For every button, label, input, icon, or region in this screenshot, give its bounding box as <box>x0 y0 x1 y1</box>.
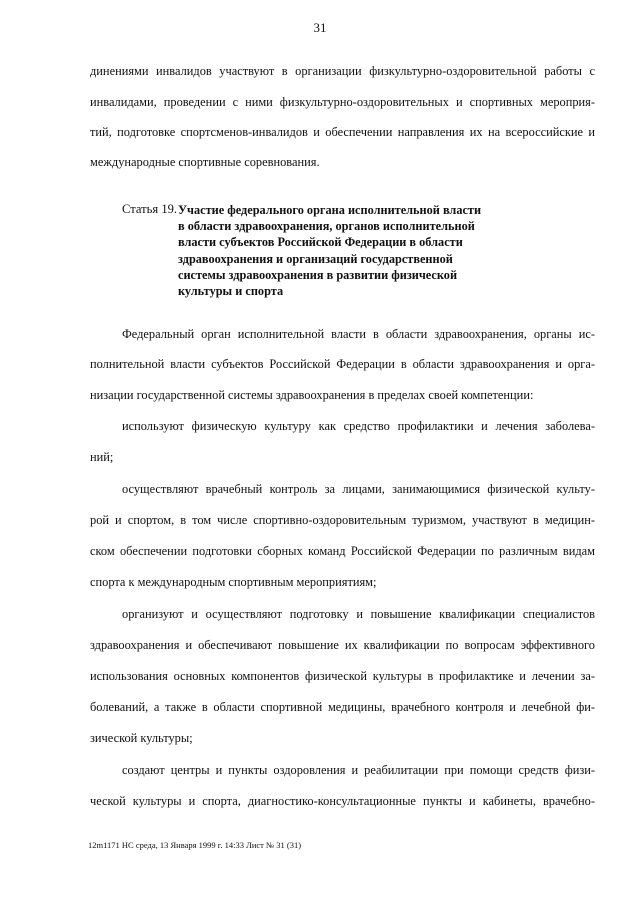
article-title-line: системы здравоохранения в развитии физической <box>178 267 458 282</box>
text-line: используют физическую культуру как средство профилактики и лечения заболева- <box>122 419 595 433</box>
text-line: здравоохранения и обеспечивают повышение их квалификации по вопросам эффективного <box>90 638 595 652</box>
article-title-line: культуры и спорта <box>178 284 284 299</box>
text-line: низации государственной системы здравоохранения в пределах своей компетенции: <box>90 388 534 402</box>
text-line: ний; <box>90 450 114 464</box>
article-title <box>178 202 592 299</box>
text-line: ском обеспечении подготовки сборных команд Российской Федерации по различным видам <box>90 544 595 558</box>
text-line: тий, подготовке спортсменов-инвалидов и обеспечении направления их на всероссийские и <box>90 125 595 139</box>
text-line: Федеральный орган исполнительной власти в области здравоохранения, органы ис- <box>122 327 595 341</box>
text-line: динениями инвалидов участвуют в организации физкультурно-оздоровительной работы с <box>90 64 595 78</box>
article-title-line: Участие федерального органа исполнительной власти <box>178 203 482 217</box>
text-line: рой и спортом, в том числе спортивно-оздоровительным туризмом, участвуют в медицин- <box>90 513 595 527</box>
text-line: создают центры и пункты оздоровления и реабилитации при помощи средств физи- <box>122 763 595 777</box>
text-line: зической культуры; <box>90 731 193 745</box>
text-line: инвалидами, проведении с ними физкультурно-оздоровительных и спортивных мероприя- <box>90 95 595 109</box>
article-title-line: власти субъектов Российской Федерации в области <box>178 235 463 250</box>
text-line: спорта к международным спортивным мероприятиям; <box>90 575 377 589</box>
text-line: международные спортивные соревнования. <box>90 155 320 169</box>
article-title-line: в области здравоохранения, органов исполнительной <box>178 219 475 234</box>
text-line: болеваний, а также в области спортивной медицины, врачебного контроля и лечебной фи- <box>90 700 595 714</box>
article-label: Статья 19. <box>122 202 178 216</box>
text-line: организуют и осуществляют подготовку и повышение квалификации специалистов <box>122 607 595 621</box>
text-line: использования основных компонентов физической культуры в профилактике и лечении за- <box>90 669 595 683</box>
text-line: полнительной власти субъектов Российской Федерации в области здравоохранения и орга- <box>90 357 595 371</box>
text-line: осуществляют врачебный контроль за лицами, занимающимися физической культу- <box>122 482 595 496</box>
page-number: 31 <box>313 20 327 35</box>
text-line: ческой культуры и спорта, диагностико-консультационные пункты и кабинеты, врачебно- <box>90 794 595 808</box>
article-title-line: здравоохранения и организаций государственной <box>178 251 453 266</box>
document-footer: 12m1171 НС среда, 13 Января 1999 г. 14:33 Лист № 31 (31) <box>88 840 302 850</box>
